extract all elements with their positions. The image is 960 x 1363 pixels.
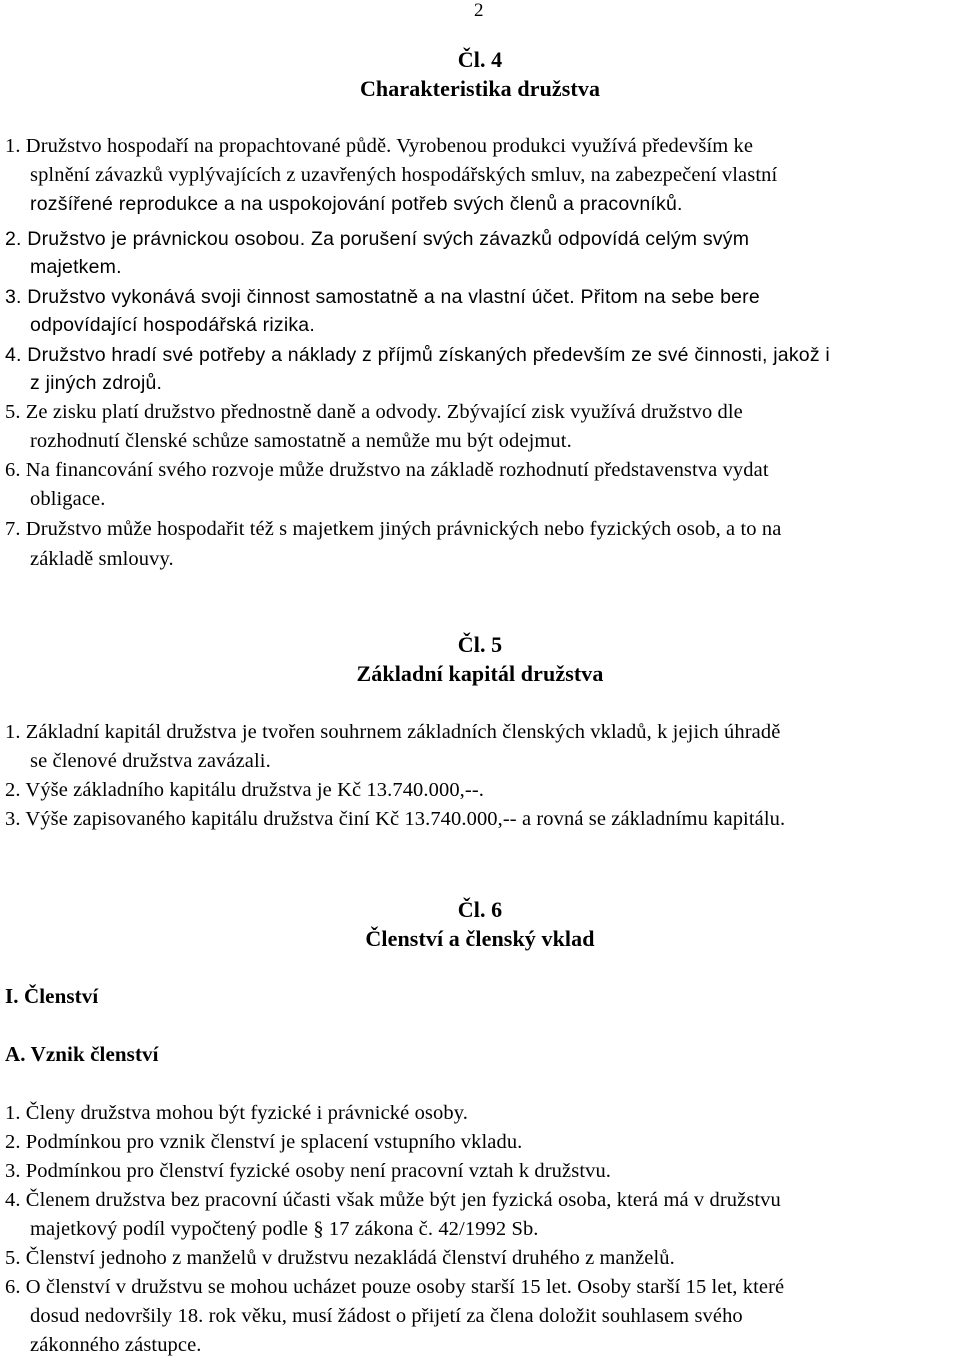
art6-p6-line1: 6. O členství v družstvu se mohou ucházet pouze osoby starší 15 let. Osoby starší 15 let, které (5, 1276, 785, 1298)
article-6-title: Členství a členský vklad (365, 926, 595, 951)
art4-p5-line1: 5. Ze zisku platí družstvo přednostně daně a odvody. Zbývající zisk využívá družstvo dle (5, 401, 743, 423)
article-4-title: Charakteristika družstva (359, 76, 601, 101)
art4-p3-line2: odpovídající hospodářská rizika. (30, 314, 315, 336)
art4-p7-line2: základě smlouvy. (30, 548, 174, 570)
art4-p6-line1: 6. Na financování svého rozvoje může družstvo na základě rozhodnutí představenstva vydat (5, 459, 769, 481)
art6-p3: 3. Podmínkou pro členství fyzické osoby není pracovní vztah k družstvu. (5, 1160, 612, 1182)
art6-p4-line1: 4. Členem družstva bez pracovní účasti však může být jen fyzická osoba, která má v družstvu (5, 1189, 781, 1211)
art5-p3: 3. Výše zapisovaného kapitálu družstva činí Kč 13.740.000,-- a rovná se základnímu kapitálu. (5, 808, 786, 830)
section-heading: I. Členství (5, 984, 99, 1008)
art5-p1-line2: se členové družstva zavázali. (30, 750, 271, 772)
subsection-heading: A. Vznik členství (5, 1042, 159, 1066)
art4-p4-line1: 4. Družstvo hradí své potřeby a náklady z příjmů získaných především ze své činnosti, jakož i (5, 344, 830, 366)
art6-p5: 5. Členství jednoho z manželů v družstvu nezakládá členství druhého z manželů. (5, 1247, 675, 1269)
art4-p1-line2: splnění závazků vyplývajících z uzavřených hospodářských smluv, na zabezpečení vlastní (30, 164, 778, 186)
article-5-title: Základní kapitál družstva (356, 661, 604, 686)
art6-p6-line3: zákonného zástupce. (30, 1334, 202, 1356)
art4-p1-line3: rozšířené reprodukce a na uspokojování potřeb svých členů a pracovníků. (30, 193, 683, 215)
art6-p6-line2: dosud nedovršily 18. rok věku, musí žádost o přijetí za člena doložit souhlasem svého (30, 1305, 743, 1327)
article-4-number: Čl. 4 (457, 47, 503, 72)
art4-p2-line2: majetkem. (30, 256, 122, 278)
art4-p2-line1: 2. Družstvo je právnickou osobou. Za porušení svých závazků odpovídá celým svým (5, 228, 750, 250)
art4-p7-line1: 7. Družstvo může hospodařit též s majetkem jiných právnických nebo fyzických osob, a to na (5, 518, 782, 540)
art4-p3-line1: 3. Družstvo vykonává svoji činnost samostatně a na vlastní účet. Přitom na sebe bere (5, 286, 760, 308)
art4-p1-line1: 1. Družstvo hospodaří na propachtované půdě. Vyrobenou produkci využívá především ke (5, 135, 754, 157)
art5-p1-line1: 1. Základní kapitál družstva je tvořen souhrnem základních členských vkladů, k jejich úhradě (5, 721, 781, 743)
art4-p5-line2: rozhodnutí členské schůze samostatně a nemůže mu být odejmut. (30, 430, 572, 452)
art4-p4-line2: z jiných zdrojů. (30, 372, 163, 394)
art5-p2: 2. Výše základního kapitálu družstva je Kč 13.740.000,--. (5, 779, 484, 801)
article-6-number: Čl. 6 (457, 897, 503, 922)
article-5-number: Čl. 5 (457, 632, 503, 657)
art6-p2: 2. Podmínkou pro vznik členství je splacení vstupního vkladu. (5, 1131, 523, 1153)
art4-p6-line2: obligace. (30, 488, 106, 510)
page-number: 2 (474, 0, 484, 21)
art6-p1: 1. Členy družstva mohou být fyzické i právnické osoby. (5, 1102, 468, 1124)
art6-p4-line2: majetkový podíl vypočtený podle § 17 zákona č. 42/1992 Sb. (30, 1218, 539, 1240)
